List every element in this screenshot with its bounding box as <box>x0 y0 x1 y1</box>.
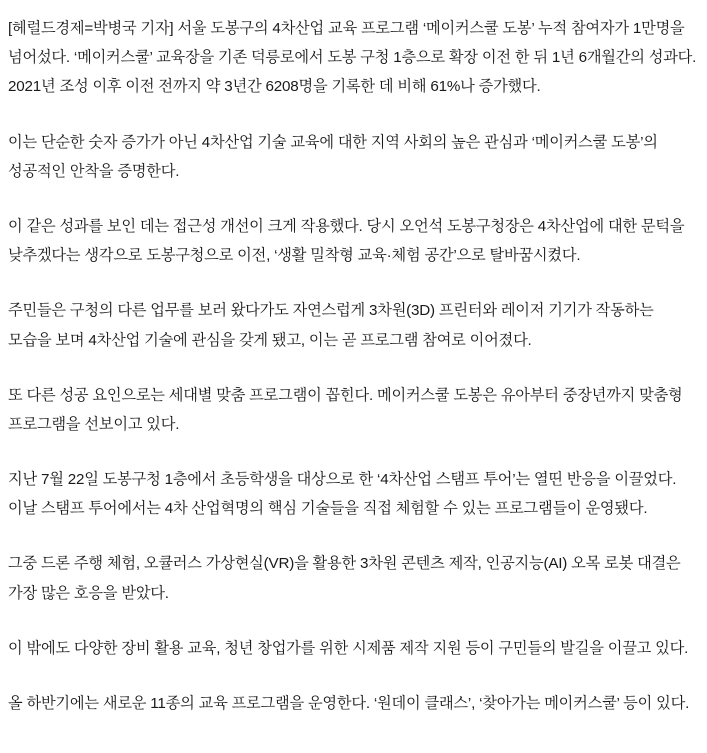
article-paragraph: 이 같은 성과를 보인 데는 접근성 개선이 크게 작용했다. 당시 오언석 도봉구청장은 4차산업에 대한 문턱을 낮추겠다는 생각으로 도봉구청으로 이전, ‘생활 밀착형 교육·체험 공간’으로 탈바꿈시켰다. <box>8 217 685 265</box>
article-paragraph: 올 하반기에는 새로운 11종의 교육 프로그램을 운영한다. ‘원데이 클래스’, ‘찾아가는 메이커스쿨’ 등이 있다. <box>8 695 690 712</box>
article-paragraph: 주민들은 구청의 다른 업무를 보러 왔다가도 자연스럽게 3차원(3D) 프린터와 레이저 기기가 작동하는 모습을 보며 4차산업 기술에 관심을 갖게 됐고, 이는 곧 프로그램 참여로 이어졌다. <box>8 302 654 349</box>
article-paragraph: 이는 단순한 숫자 증가가 아닌 4차산업 기술 교육에 대한 지역 사회의 높은 관심과 ‘메이커스쿨 도봉’의 성공적인 안착을 증명한다. <box>8 133 658 180</box>
article-paragraph: 그중 드론 주행 체험, 오큘러스 가상현실(VR)을 활용한 3차원 콘텐츠 제작, 인공지능(AI) 오목 로봇 대결은 가장 많은 호응을 받았다. <box>8 555 681 602</box>
article-paragraph: [헤럴드경제=박병국 기자] 서울 도봉구의 4차산업 교육 프로그램 ‘메이커스쿨 도봉’ 누적 참여자가 1만명을 넘어섰다. ‘메이커스쿨’ 교육장을 기존 덕릉로에서 도봉 구청 1층으로 확장 이전 한 뒤 1년 6개월간의 성과다. 2021년 조성 이후 이전 전까지 약 3년간 6208명을 기록한 데 비해 61%나 증가했다. <box>8 20 697 96</box>
article-paragraph: 이 밖에도 다양한 장비 활용 교육, 청년 창업가를 위한 시제품 제작 지원 등이 구민들의 발길을 이끌고 있다. <box>8 639 689 657</box>
article-paragraph: 지난 7월 22일 도봉구청 1층에서 초등학생을 대상으로 한 ‘4차산업 스탬프 투어’는 열띤 반응을 이끌었다. 이날 스탬프 투어에서는 4차 산업혁명의 핵심 기술들을 직접 체험할 수 있는 프로그램들이 운영됐다. <box>8 471 677 518</box>
article-paragraph: 또 다른 성공 요인으로는 세대별 맞춤 프로그램이 꼽힌다. 메이커스쿨 도봉은 유아부터 중장년까지 맞춤형 프로그램을 선보이고 있다. <box>8 386 683 433</box>
